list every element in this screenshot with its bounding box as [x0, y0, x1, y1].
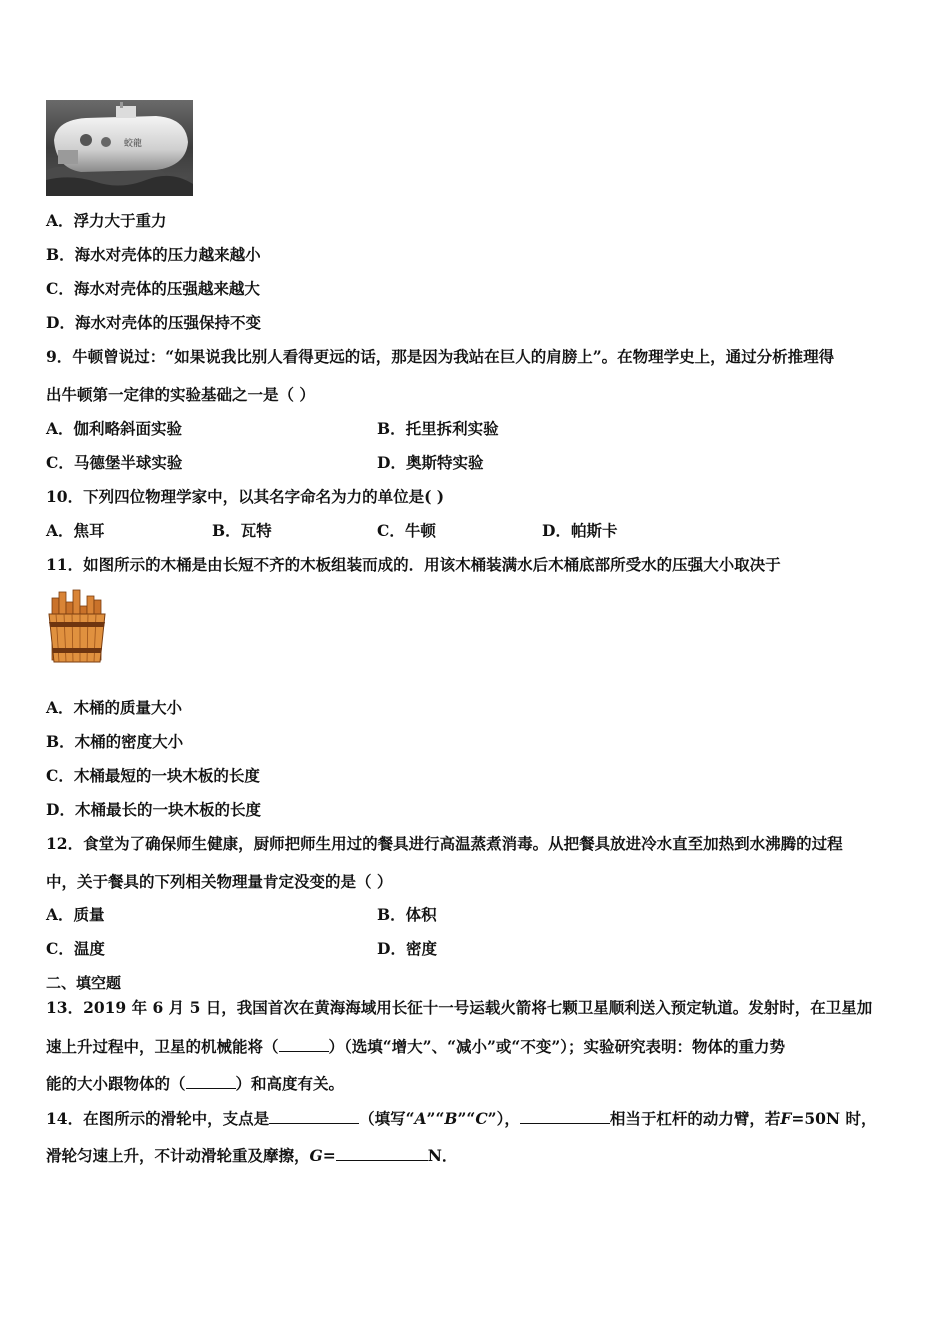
q10-option-b: B．瓦特: [212, 521, 272, 540]
q12-option-c: C．温度: [46, 939, 105, 958]
q9-stem-line1: 9．牛顿曾说过：“如果说我比别人看得更远的话，那是因为我站在巨人的肩膀上”。在物理学史上，通过分析推理得: [46, 347, 835, 366]
q13-line3: [46, 1073, 344, 1094]
q12-stem-line2: 中，关于餐具的下列相关物理量肯定没变的是（ ）: [46, 872, 393, 891]
q14-unit: N．: [427, 1146, 458, 1165]
q8-option-c: C．海水对壳体的压强越来越大: [46, 279, 260, 298]
q14-point-c: C: [475, 1109, 488, 1128]
q13-line2-text-b: ）（选填“增大”、“减小”或“不变”）；实验研究表明：物体的重力势: [328, 1037, 786, 1056]
wooden-bucket-icon: [46, 588, 108, 666]
q14-force-f: F: [780, 1109, 792, 1128]
q10-stem: 10．下列四位物理学家中，以其名字命名为力的单位是( ): [46, 487, 445, 506]
q14-text-b: （填写“: [359, 1109, 415, 1128]
q14-blank-arm[interactable]: [520, 1108, 610, 1124]
q11-stem: 11．如图所示的木桶是由长短不齐的木板组装而成的．用该木桶装满水后木桶底部所受水的压强大小取决于: [46, 555, 781, 574]
q14-quote-1: ”“: [426, 1109, 445, 1128]
q14-text-d: 相当于杠杆的动力臂，若: [609, 1109, 781, 1128]
q14-line2-text-a: 滑轮匀速上升，不计动滑轮重及摩擦，: [46, 1146, 310, 1165]
q9-stem-line2: 出牛顿第一定律的实验基础之一是（ ）: [46, 385, 315, 404]
q13-line1: 13．2019 年 6 月 5 日，我国首次在黄海海域用长征十一号运载火箭将七颗卫星顺利送入预定轨道。发射时，在卫星加: [46, 998, 873, 1017]
q14-equals: =: [322, 1146, 336, 1165]
q12-option-a: A．质量: [46, 905, 105, 924]
q14-point-a: A: [414, 1109, 427, 1128]
q13-blank-1[interactable]: [279, 1036, 329, 1052]
q14-text-a: 14．在图所示的滑轮中，支点是: [46, 1109, 270, 1128]
q12-option-b: B．体积: [377, 905, 437, 924]
q11-option-c: C．木桶最短的一块木板的长度: [46, 766, 260, 785]
q10-option-c: C．牛顿: [377, 521, 436, 540]
section-title-fill-in: 二、填空题: [46, 974, 122, 992]
q14-point-b: B: [444, 1109, 458, 1128]
q14-text-c: ”），: [487, 1109, 520, 1128]
q10-option-a: A．焦耳: [46, 521, 105, 540]
q14-quote-2: ”“: [457, 1109, 476, 1128]
q9-option-b: B．托里拆利实验: [377, 419, 499, 438]
q14-line1: [46, 1108, 877, 1129]
q8-option-b: B．海水对壳体的压力越来越小: [46, 245, 261, 264]
q14-line2: [46, 1145, 457, 1166]
q13-line3-text-a: 能的大小跟物体的（: [46, 1074, 186, 1093]
q12-stem-line1: 12．食堂为了确保师生健康，厨师把师生用过的餐具进行高温蒸煮消毒。从把餐具放进冷水直至加热到水沸腾的过程: [46, 834, 843, 853]
svg-text:蛟龍: 蛟龍: [124, 139, 143, 149]
q11-option-a: A．木桶的质量大小: [46, 698, 183, 717]
q12-option-d: D．密度: [377, 939, 437, 958]
q14-weight-g: G: [309, 1146, 323, 1165]
q9-option-c: C．马德堡半球实验: [46, 453, 183, 472]
q8-option-d: D．海水对壳体的压强保持不变: [46, 313, 261, 332]
q8-option-a: A．浮力大于重力: [46, 211, 167, 230]
q9-option-d: D．奥斯特实验: [377, 453, 484, 472]
q14-blank-fulcrum[interactable]: [269, 1108, 359, 1124]
q14-text-e: =50N 时，: [791, 1109, 877, 1128]
q11-option-d: D．木桶最长的一块木板的长度: [46, 800, 261, 819]
submersible-photo: [46, 100, 193, 196]
q10-option-d: D．帕斯卡: [542, 521, 618, 540]
q13-line3-text-b: ）和高度有关。: [235, 1074, 345, 1093]
q14-blank-weight[interactable]: [336, 1145, 428, 1161]
q9-option-a: A．伽利略斜面实验: [46, 419, 183, 438]
q11-option-b: B．木桶的密度大小: [46, 732, 184, 751]
q13-blank-2[interactable]: [186, 1073, 236, 1089]
q13-line2: [46, 1036, 785, 1057]
q13-line2-text-a: 速上升过程中，卫星的机械能将（: [46, 1037, 279, 1056]
